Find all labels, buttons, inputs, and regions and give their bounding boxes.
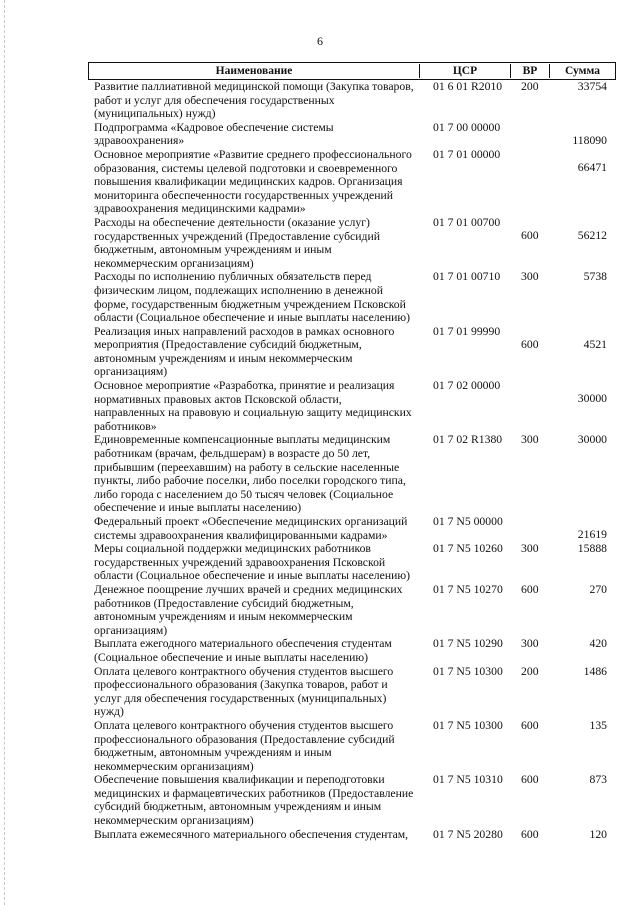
row-sum: 4521	[583, 337, 607, 351]
row-csr: 01 7 N5 10310	[433, 773, 503, 787]
row-sum: 420	[589, 637, 607, 651]
row-vr: 600	[521, 827, 539, 841]
row-vr	[513, 515, 547, 542]
row-name: Выплата ежемесячного материального обеспечения студентам,	[94, 827, 409, 841]
row-csr: 01 7 N5 10270	[433, 582, 503, 596]
row-vr: 200	[521, 80, 539, 93]
row-sum: 30000	[577, 433, 607, 447]
row-sum: 66471	[577, 160, 607, 174]
table-row	[88, 828, 616, 842]
header-vr: ВР	[511, 64, 550, 78]
table-row	[88, 148, 616, 216]
row-sum: 5738	[583, 270, 607, 284]
row-name: Развитие паллиативной медицинской помощи (Закупка товаров, работ и услуг для обеспечения государственных (муниципальных) нужд)	[94, 80, 414, 121]
row-name: Оплата целевого контрактного обучения студентов высшего профессионального образования (Закупка товаров, работ и услуг для обеспечения государственных (муниципальных) нужд)	[94, 664, 394, 719]
table-row	[88, 379, 616, 433]
row-vr: 300	[521, 433, 539, 447]
row-csr: 01 7 02 R1380	[433, 433, 503, 447]
row-csr: 01 7 01 00000	[433, 147, 501, 161]
row-vr	[513, 148, 547, 216]
row-name: Оплата целевого контрактного обучения студентов высшего профессионального образования (Предоставление субсидий бюджетным, автономным учреждениям и иным некоммерческим организациям)	[94, 718, 395, 773]
row-csr: 01 7 01 00700	[433, 215, 501, 229]
page-edge-mark	[4, 0, 6, 905]
row-vr: 300	[521, 270, 539, 284]
table-row	[88, 433, 616, 515]
row-csr: 01 7 N5 10290	[433, 637, 503, 651]
row-name: Меры социальной поддержки медицинских работников государственных учреждений здравоохранения Псковской области (Социальное обеспечение и иные выплаты населению)	[94, 542, 410, 583]
row-csr: 01 6 01 R2010	[433, 80, 503, 93]
row-vr: 300	[521, 542, 539, 556]
row-name: Расходы на обеспечение деятельности (оказание услуг) государственных учреждений (Предоставление субсидий бюджетным, автономным учреждениям и иным некоммерческим организациям)	[94, 215, 380, 270]
row-sum: 30000	[577, 392, 607, 406]
row-vr: 200	[521, 664, 539, 678]
row-csr: 01 7 N5 10260	[433, 542, 503, 556]
row-vr	[513, 121, 547, 148]
budget-table	[88, 62, 616, 841]
row-sum: 118090	[572, 133, 607, 147]
row-name: Подпрограмма «Кадровое обеспечение системы здравоохранения»	[94, 120, 334, 148]
table-row	[88, 216, 616, 270]
row-sum: 56212	[577, 228, 607, 242]
table-row	[88, 637, 616, 664]
row-vr: 600	[521, 582, 539, 596]
row-csr: 01 7 02 00000	[433, 379, 501, 393]
row-name: Расходы по исполнению публичных обязательств перед физическим лицом, подлежащих исполнению в денежной форме, государственным бюджетным учреждением Псковской области (Социальное обеспечение и иные выплаты населению)	[94, 270, 410, 325]
row-name: Реализация иных направлений расходов в рамках основного мероприятия (Предоставление субсидий бюджетным, автономным учреждениям и иным некоммерческим организациям)	[94, 324, 395, 379]
row-vr: 300	[521, 637, 539, 651]
table-row	[88, 515, 616, 542]
row-csr: 01 7 01 00710	[433, 270, 501, 284]
header-sum: Сумма	[565, 65, 600, 77]
row-csr: 01 7 00 00000	[433, 120, 501, 134]
row-sum: 270	[589, 582, 607, 596]
table-body	[88, 80, 616, 841]
row-name: Выплата ежегодного материального обеспечения студентам (Социальное обеспечение и иные выплаты населению)	[94, 637, 392, 664]
row-csr: 01 7 N5 20280	[433, 827, 503, 841]
row-sum: 135	[589, 718, 607, 732]
row-sum: 873	[589, 773, 607, 787]
table-row	[88, 665, 616, 719]
row-sum: 15888	[577, 542, 607, 556]
table-row	[88, 80, 616, 121]
row-sum: 33754	[577, 80, 607, 93]
row-name: Основное мероприятие «Развитие среднего профессионального образования, системы целевой подготовки и своевременного повышения квалификации медицинских кадров. Организация мониторинга обеспеченности государственных учреждений здравоохранения медицинскими кадрами»	[94, 147, 412, 216]
table-row	[88, 270, 616, 324]
row-csr: 01 7 N5 00000	[433, 515, 503, 528]
row-sum: 1486	[583, 664, 607, 678]
row-vr: 600	[521, 718, 539, 732]
row-name: Федеральный проект «Обеспечение медицинских организаций системы здравоохранения квалифицированными кадрами»	[94, 515, 408, 542]
table-row	[88, 719, 616, 773]
page-number: 6	[317, 34, 323, 48]
table-header	[88, 62, 616, 80]
row-vr: 600	[521, 337, 539, 351]
header-name: Наименование	[89, 64, 420, 78]
table-row	[88, 121, 616, 148]
row-sum: 120	[589, 827, 607, 841]
table-row	[88, 542, 616, 583]
row-name: Денежное поощрение лучших врачей и средних медицинских работников (Предоставление субсидий бюджетным, автономным учреждениям и иным некоммерческим организациям)	[94, 582, 403, 637]
row-csr: 01 7 N5 10300	[433, 664, 503, 678]
row-name: Основное мероприятие «Разработка, принятие и реализация нормативных правовых актов Псковской области, направленных на правовую и социальную защиту медицинских работников»	[94, 379, 412, 433]
row-vr	[513, 379, 547, 433]
row-csr: 01 7 N5 10300	[433, 718, 503, 732]
header-csr: ЦСР	[420, 64, 511, 78]
row-vr: 600	[521, 228, 539, 242]
table-row	[88, 583, 616, 637]
table-row	[88, 325, 616, 379]
row-vr: 600	[521, 773, 539, 787]
row-name: Обеспечение повышения квалификации и переподготовки медицинских и фармацевтических работников (Предоставление субсидий бюджетным, автономным учреждениям и иным некоммерческим организациям)	[94, 773, 414, 828]
row-name: Единовременные компенсационные выплаты медицинским работникам (врачам, фельдшерам) в возрасте до 50 лет, прибывшим (переехавшим) на работу в сельские населенные пункты, либо рабочие поселки, либо поселки городского типа, либо города с населением до 50 тысяч человек (Социальное обеспечение и иные выплаты населению)	[94, 433, 406, 515]
row-sum: 21619	[577, 528, 607, 541]
row-csr: 01 7 01 99990	[433, 324, 501, 338]
table-row	[88, 773, 616, 827]
